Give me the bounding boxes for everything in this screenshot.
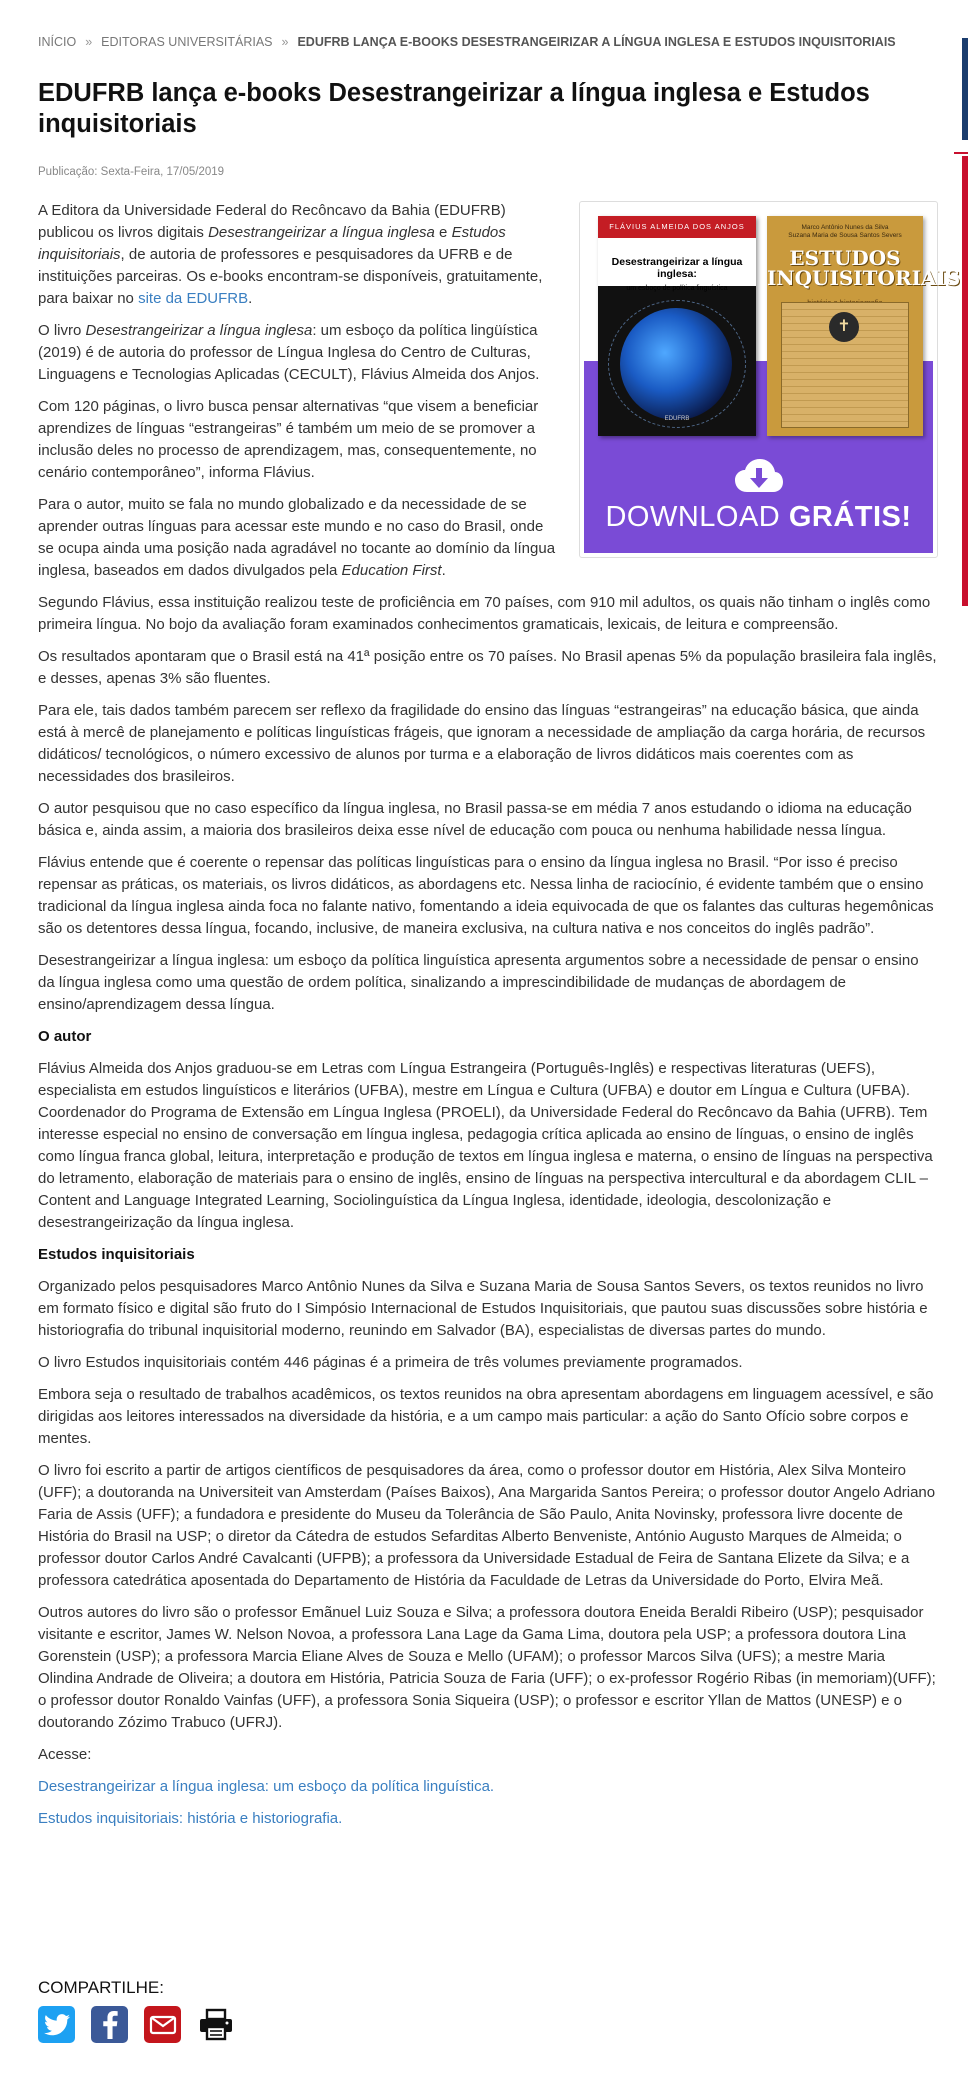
publication-date [38, 166, 224, 178]
paragraph: Flávius entende que é coerente o repensar das políticas linguísticas para o ensino da língua inglesa no Brasil. “Por isso é preciso repensar as práticas, os materiais, os livros didáticos, as abordagens etc. Nessa linha de raciocínio, é evidente também que o ensino tradicional da língua inglesa ainda foca no falante nativo, fomentando a ideia equivocada de que os falantes das culturas hegemônicas são os detentores dessa língua, focando, inclusive, de maneira exclusiva, na cultura nativa e nos conceitos do inglês padrão”. [38, 854, 934, 937]
source-emphasis: Education First [341, 562, 442, 579]
acesse-label: Acesse: [38, 1746, 92, 1763]
print-icon[interactable] [197, 2006, 234, 2043]
paragraph: Os resultados apontaram que o Brasil está na 41ª posição entre os 70 países. No Brasil apenas 5% da população brasileira fala inglês, e desses, apenas 3% são fluentes. [38, 648, 937, 687]
paragraph: Desestrangeirizar a língua inglesa: um esboço da política linguística apresenta argumentos sobre a necessidade de pensar o ensino da língua inglesa como uma questão de ordem política, sinalizando a imprescindibilidade de mudanças de abordagem de ensino/aprendizagem dessa língua. [38, 952, 919, 1013]
publication-date-value: Sexta-Feira, 17/05/2019 [100, 166, 225, 178]
book1-title-block [598, 238, 756, 292]
book-cover-desestrangeirizar[interactable] [598, 216, 756, 436]
breadcrumb-separator: » [85, 35, 93, 49]
book1-subtitle: um esboço de política linguística [626, 285, 728, 292]
breadcrumb [38, 35, 896, 49]
paragraph: Segundo Flávius, essa instituição realizou teste de proficiência em 70 países, com 910 mil adultos, os quais não tinham o inglês como primeira língua. No bojo da avaliação foram examinados conhecimentos gramaticais, lexicais, de leitura e compreensão. [38, 594, 931, 633]
book-title-emphasis: Desestrangeirizar a língua inglesa [85, 322, 313, 339]
text-span: O livro [38, 322, 86, 339]
email-icon[interactable] [144, 2006, 181, 2043]
text-span: e [434, 224, 452, 241]
seal-icon: ✝ [829, 312, 859, 342]
article-body [38, 200, 961, 1840]
download-promo-banner[interactable] [579, 201, 961, 558]
text-span: . [441, 562, 446, 579]
download-free-label[interactable] [584, 501, 933, 533]
book1-download-link[interactable]: Desestrangeirizar a língua inglesa: um esboço da política linguística. [38, 1778, 495, 1795]
text-span: . [248, 290, 253, 307]
twitter-icon[interactable] [38, 2006, 75, 2043]
paragraph: Embora seja o resultado de trabalhos acadêmicos, os textos reunidos na obra apresentam abordagens em linguagem acessível, e são dirigidas aos leitores interessados na diversidade da história, e a um campo mais particular: a ação do Santo Ofício sobre corpos e mentes. [38, 1386, 934, 1447]
text-span: : um esboço da política lingüística (2019) é de autoria do professor de Língua Inglesa do Centro de Culturas, Linguagens e Tecnologias Aplicadas (CECULT), Flávius Almeida dos Anjos. [38, 322, 540, 383]
text-span: A Editora da Universidade Federal do Recôncavo da Bahia (EDUFRB) publicou os livros digitais [38, 202, 506, 241]
breadcrumb-home-link[interactable]: INÍCIO [38, 35, 77, 49]
edufrb-site-link[interactable]: site da EDUFRB [138, 290, 249, 307]
book2-title: ESTUDOS INQUISITORIAIS [767, 246, 961, 290]
text-span: , de autoria de professores e pesquisadores da UFRB e de instituições parceiras. Os e-books encontram-se disponíveis, gratuitamente, para baixar no [38, 246, 543, 307]
paragraph: Para ele, tais dados também parecem ser reflexo da fragilidade do ensino das línguas “estrangeiras” na educação básica, que ainda está à mercê de planejamento e políticas linguísticas frágeis, que ignoram a necessidade de ampliação da carga horária, de recursos didáticos/ tecnológicos, o número excessivo de alunos por turma e a elaboração de livros didáticos mais coerentes com as necessidades dos brasileiros. [38, 702, 926, 785]
paragraph: Com 120 páginas, o livro busca pensar alternativas “que visem a beneficiar aprendizes de línguas “estrangeiras” é também um meio de se promover a inclusão deles no processo de aprendizagem, mas, consequentemente, no cenário contemporâneo”, informa Flávius. [38, 398, 539, 481]
book2-authors: Marco Antônio Nunes da Silva Suzana Maria de Sousa Santos Severs [788, 224, 902, 239]
book-title-emphasis: Desestrangeirizar a língua inglesa [208, 224, 435, 241]
share-label: COMPARTILHE: [38, 1978, 164, 1997]
book1-publisher: EDUFRB [664, 416, 690, 422]
paragraph: O livro Estudos inquisitoriais contém 446 páginas é a primeira de três volumes previamente programados. [38, 1354, 743, 1371]
section-heading-autor: O autor [38, 1028, 92, 1045]
breadcrumb-separator: » [281, 35, 289, 49]
book1-title: Desestrangeirizar a língua inglesa: [611, 256, 743, 280]
section-heading-estudos: Estudos inquisitoriais [38, 1246, 195, 1263]
paragraph: Organizado pelos pesquisadores Marco Antônio Nunes da Silva e Suzana Maria de Sousa Santos Severs, os textos reunidos no livro em formato físico e digital são fruto do I Simpósio Internacional de Estudos Inquisitoriais, que pautou suas discussões sobre história e historiografia do tribunal inquisitorial moderno, reunindo em Salvador (BA), especialistas de diversas partes do mundo. [38, 1278, 928, 1339]
cloud-download-icon [733, 458, 785, 494]
breadcrumb-editoras-link[interactable]: EDITORAS UNIVERSITÁRIAS [101, 35, 273, 49]
book2-download-link[interactable]: Estudos inquisitoriais: história e historiografia. [38, 1810, 343, 1827]
link-paragraph [38, 1776, 938, 1798]
paragraph: O livro foi escrito a partir de artigos científicos de pesquisadores da área, como o professor doutor em História, Alex Silva Monteiro (UFF); a doutoranda na Universiteit van Amsterdam (Países Baixos), Ana Margarida Santos Pereira; o professor doutor Angelo Adriano Faria de Assis (UFF); a fundadora e presidente do Museu da Tolerância de São Paulo, Anita Novinsky, professora livre docente de História do Brasil na USP; o diretor da Cátedra de estudos Sefarditas Alberto Benveniste, António Augusto Marques de Almeida; o professor doutor Carlos André Cavalcanti (UFPB); a professora da Universidade Estadual de Feira de Santana Elizete da Silva; e a professora catedrática aposentada do Departamento de História da Faculdade de Letras da Universidade do Porto, Elvira Meã. [38, 1462, 936, 1589]
link-paragraph [38, 1808, 938, 1830]
share-icons [38, 2006, 234, 2043]
book-cover-estudos-inquisitoriais[interactable] [767, 216, 961, 436]
facebook-icon[interactable] [91, 2006, 128, 2043]
download-label: DOWNLOAD [605, 501, 781, 533]
text-span: Para o autor, muito se fala no mundo globalizado e da necessidade de se aprender outras línguas para acessar este mundo e no caso do Brasil, onde se ocupa ainda uma posição nada agradável no tocante ao domínio da língua inglesa, baseados em dados divulgados pela [38, 496, 556, 579]
page-title: EDUFRB lança e-books Desestrangeirizar a língua inglesa e Estudos inquisitoriais [38, 79, 870, 138]
free-label: GRÁTIS! [788, 501, 912, 533]
paragraph: O autor pesquisou que no caso específico da língua inglesa, no Brasil passa-se em média 7 anos estudando o idioma na educação básica e, ainda assim, a maioria dos brasileiros deixa esse nível de educação com pouca ou nenhuma habilidade nessa língua. [38, 800, 912, 839]
book-title-emphasis: Estudos inquisitoriais [38, 224, 506, 263]
promo-inner[interactable] [584, 206, 961, 553]
publication-label: Publicação: [38, 166, 98, 178]
breadcrumb-current: EDUFRB LANÇA E-BOOKS DESESTRANGEIRIZAR A LÍNGUA INGLESA E ESTUDOS INQUISITORIAIS [297, 35, 896, 49]
side-accent-red [962, 156, 968, 606]
paragraph: Outros autores do livro são o professor Emãnuel Luiz Souza e Silva; a professora doutora Eneida Beraldi Ribeiro (USP); pesquisador visitante e escritor, James W. Nelson Novoa, a professora Lana Lage da Gama Lima, doutora pela USP; a professora doutora Lina Gorenstein (USP); a professora Marcia Eliane Alves de Souza e Mello (UFAM); o professor Marcos Silva (UFS); a mestre Maria Olindina Andrade de Oliveira; a doutora em História, Patricia Souza de Faria (UFF); o ex-professor Rogério Ribas (in memoriam)(UFF); o professor doutor Ronaldo Vainfas (UFF), a professora Sonia Siqueira (USP); o professor e escritor Yllan de Mattos (UNESP) e o doutorando Zózimo Trabuco (UFRJ). [38, 1604, 936, 1731]
paragraph: Flávius Almeida dos Anjos graduou-se em Letras com Língua Estrangeira (Português-Inglês) e respectivas literaturas (UEFS), especialista em estudos linguísticos e literários (UFBA), mestre em Língua e Cultura (UFBA) e doutor em Língua e Cultura (UFBA). Coordenador do Programa de Extensão em Língua Inglesa (PROELI), da Universidade Federal do Recôncavo da Bahia (UFRB). Tem interesse especial no ensino de conversação em língua inglesa, pedagogia crítica aplicada ao ensino de línguas, o ensino de inglês como língua franca global, leitura, interpretação e produção de textos em língua inglesa e materna, o ensino de línguas na perspectiva do letramento, elaboração de materiais para o ensino de inglês, ensino de línguas na perspectiva intercultural e da abordagem CLIL – Content and Language Integrated Learning, Sociolinguística da Língua Inglesa, identidade, ideologia, descolonização e desestrangeirização da língua inglesa. [38, 1060, 933, 1231]
side-accent-blue [962, 38, 968, 140]
book1-author: FLÁVIUS ALMEIDA DOS ANJOS [598, 216, 756, 238]
side-accent-line [954, 152, 968, 154]
globe-illustration [620, 308, 732, 420]
